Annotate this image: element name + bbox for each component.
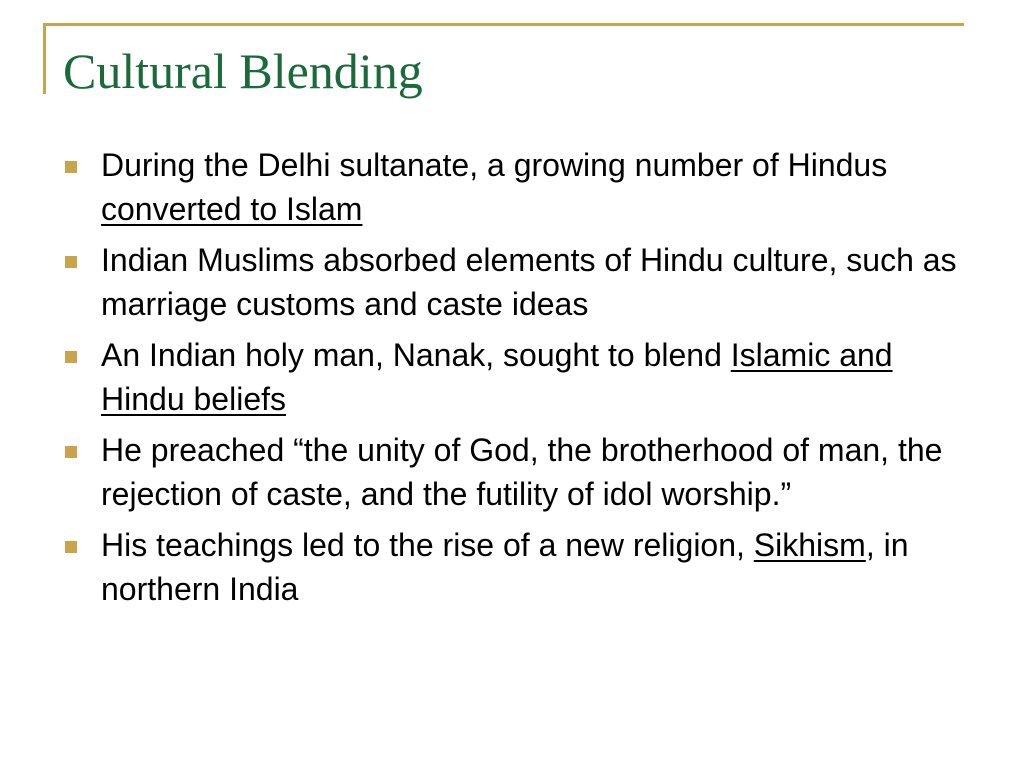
bullet-item: [62, 333, 982, 421]
underlined-term: Islamic and Hindu beliefs: [101, 337, 893, 417]
underlined-term: converted to Islam: [101, 191, 363, 227]
bullet-text: During the Delhi sultanate, a growing number of Hindus: [101, 147, 888, 183]
bullet-text: Indian Muslims absorbed elements of Hindu culture, such as marriage customs and caste ideas: [101, 242, 957, 322]
square-bullet-icon: [65, 446, 77, 458]
bullet-list: [62, 143, 982, 618]
square-bullet-icon: [65, 256, 77, 268]
title-frame-left-line: [43, 23, 46, 94]
bullet-text: He preached “the unity of God, the brotherhood of man, the rejection of caste, and the futility of idol worship.”: [101, 432, 943, 512]
bullet-text-tail: , in northern India: [101, 527, 909, 607]
square-bullet-icon: [65, 351, 77, 363]
bullet-text: An Indian holy man, Nanak, sought to blend: [101, 337, 731, 373]
square-bullet-icon: [65, 541, 77, 553]
square-bullet-icon: [65, 161, 77, 173]
bullet-item: [62, 428, 982, 516]
bullet-item: [62, 523, 982, 611]
bullet-text: His teachings led to the rise of a new religion,: [101, 527, 754, 563]
slide-title: Cultural Blending: [63, 43, 423, 99]
bullet-item: [62, 238, 982, 326]
underlined-term: Sikhism: [753, 527, 866, 563]
title-frame-top-line: [43, 23, 964, 26]
bullet-item: [62, 143, 982, 231]
